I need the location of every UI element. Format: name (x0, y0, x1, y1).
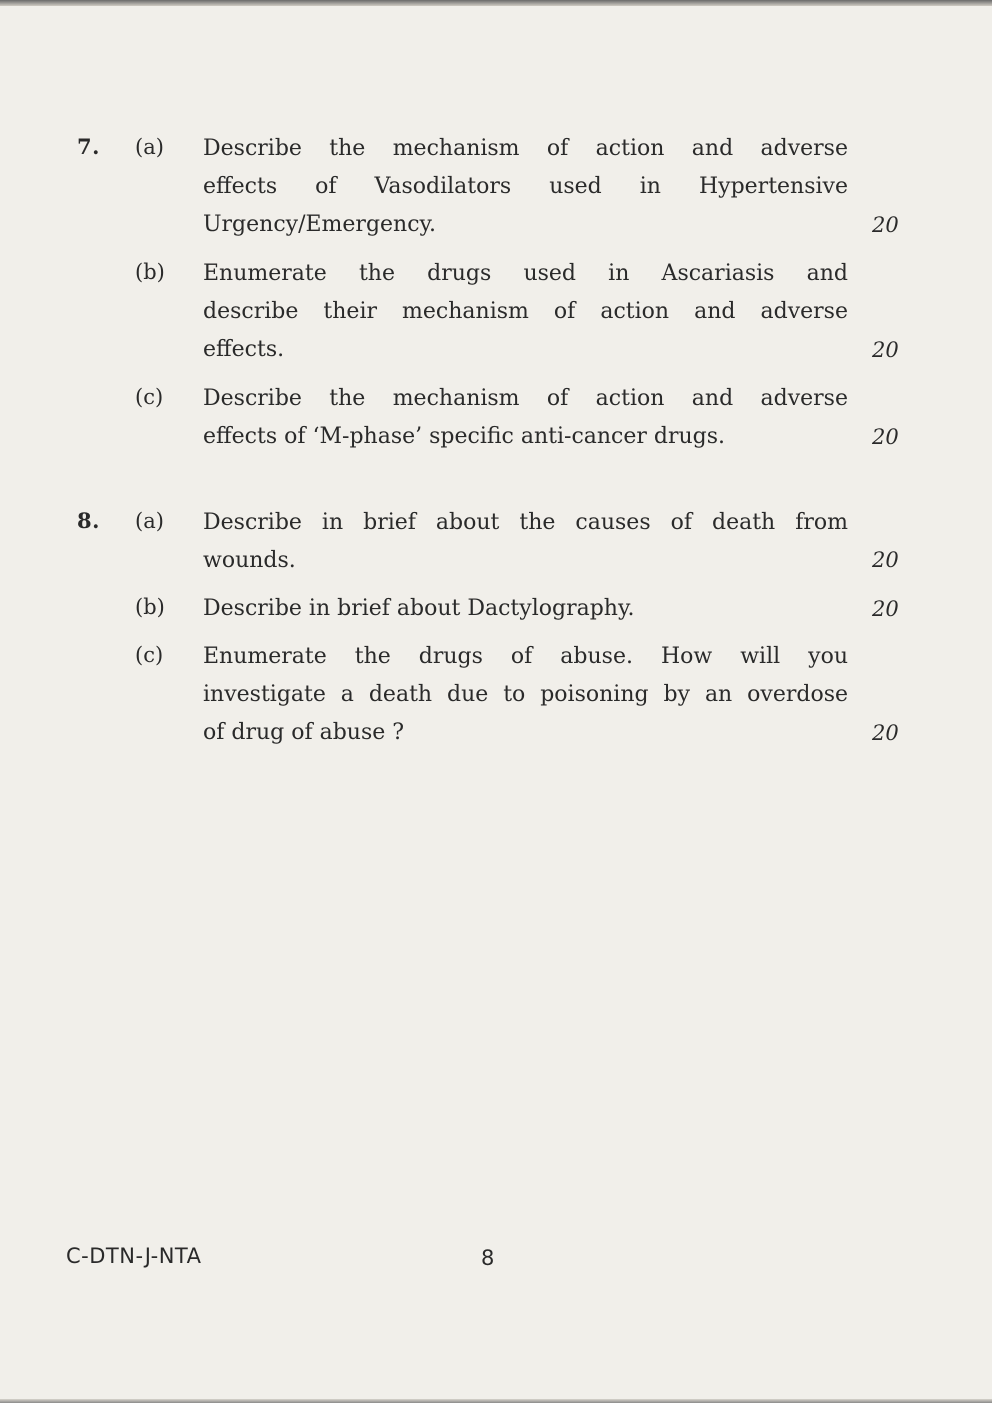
part-label: (a) (135, 509, 164, 533)
paper-code: C-DTN-J-NTA (66, 1244, 202, 1268)
text-line: Enumerate the drugs of abuse. How will you (203, 644, 848, 669)
part-label: (c) (135, 385, 164, 409)
part-label: (a) (135, 135, 164, 159)
text-line: effects of Vasodilators used in Hypertensive (203, 174, 848, 199)
text-line: effects of ‘M-phase’ specific anti-cancer drugs. (203, 424, 726, 449)
part-label: (b) (135, 595, 165, 619)
marks: 20 (872, 338, 899, 362)
text-line: describe their mechanism of action and adverse (203, 299, 848, 324)
text-line: Describe in brief about Dactylography. (203, 596, 635, 621)
part-text (203, 130, 848, 244)
page-bottom-edge (0, 1399, 992, 1403)
marks: 20 (872, 548, 899, 572)
text-line: of drug of abuse ? (203, 720, 405, 745)
marks: 20 (872, 597, 899, 621)
text-line: wounds. (203, 548, 296, 573)
part-text (203, 590, 848, 628)
page-number: 8 (481, 1246, 495, 1270)
text-line: effects. (203, 337, 285, 362)
text-line: investigate a death due to poisoning by an overdose (203, 682, 848, 707)
part-text (203, 638, 848, 752)
marks: 20 (872, 213, 899, 237)
text-line: Urgency/Emergency. (203, 212, 437, 237)
marks: 20 (872, 721, 899, 745)
part-label: (c) (135, 643, 164, 667)
part-label: (b) (135, 260, 165, 284)
question-number: 7. (77, 134, 100, 159)
marks: 20 (872, 425, 899, 449)
part-text (203, 255, 848, 369)
page-top-edge (0, 0, 992, 6)
text-line: Describe the mechanism of action and adverse (203, 386, 848, 411)
part-text (203, 504, 848, 580)
text-line: Describe the mechanism of action and adverse (203, 136, 848, 161)
part-text (203, 380, 848, 456)
text-line: Enumerate the drugs used in Ascariasis and (203, 261, 848, 286)
text-line: Describe in brief about the causes of death from (203, 510, 848, 535)
question-number: 8. (77, 508, 100, 533)
